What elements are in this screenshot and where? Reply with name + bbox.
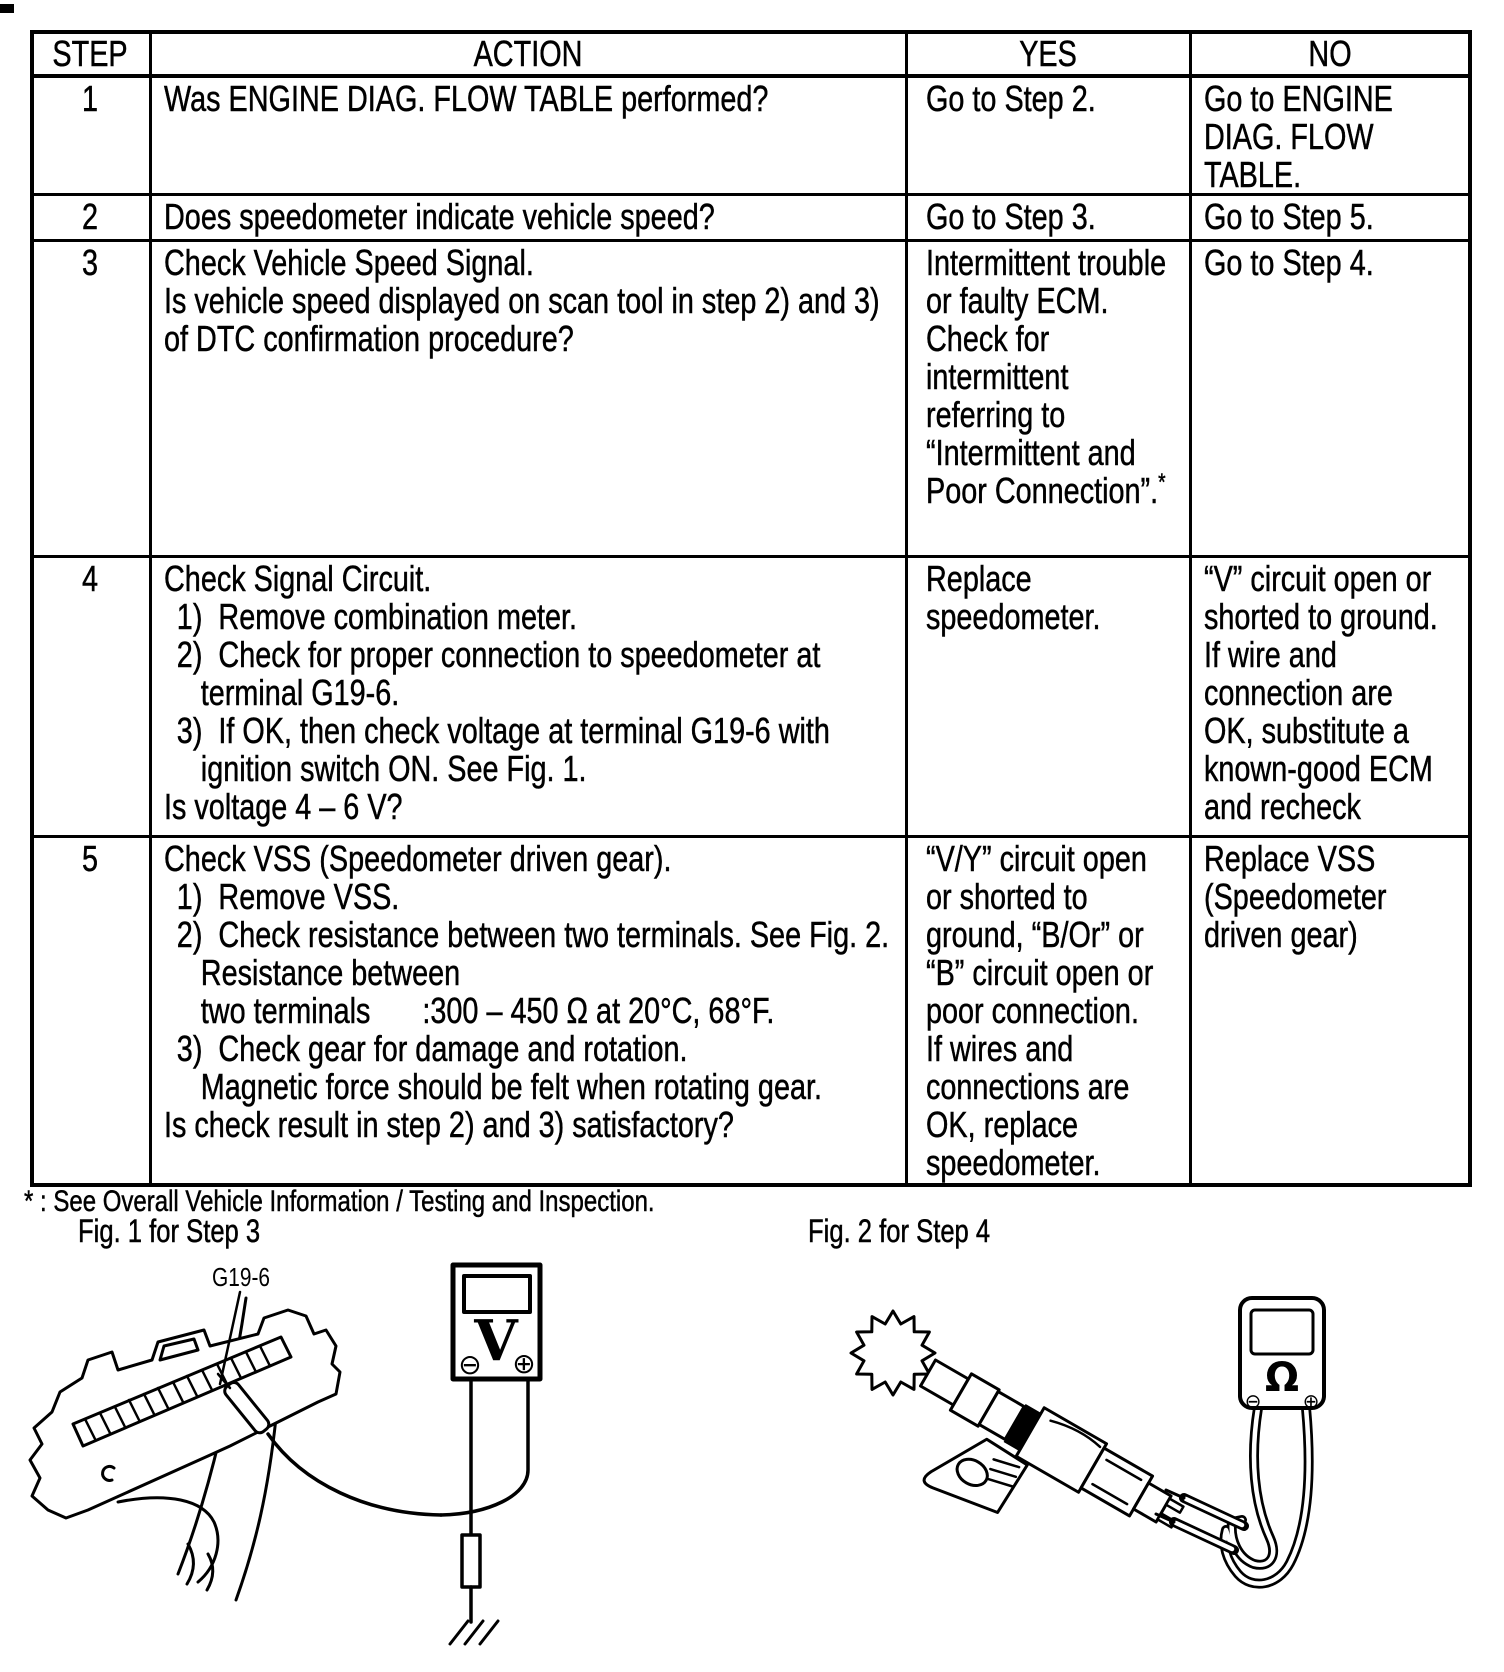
- ohmmeter-plus-icon: ⊕: [1302, 1389, 1320, 1413]
- no-line: DIAG. FLOW: [1204, 116, 1374, 157]
- column-header-action: [152, 34, 908, 78]
- spec-value: :300 – 450 Ω at 20°C, 68°F.: [422, 990, 775, 1031]
- table-row-3-action: [152, 242, 908, 558]
- no-line: If wire and: [1204, 634, 1337, 675]
- table-row-2-no: [1192, 196, 1468, 242]
- table-row-2-step: [34, 196, 152, 242]
- table-row-2-action: [152, 196, 908, 242]
- table-row-5-action: [152, 838, 908, 1183]
- ground-symbol: [450, 1621, 498, 1644]
- action-line: 3) Check gear for damage and rotation.: [176, 1028, 688, 1069]
- table-row-5-step: [34, 838, 152, 1183]
- action-line: 2) Check resistance between two terminals. See Fig. 2.: [176, 914, 890, 955]
- yes-line: speedometer.: [926, 1142, 1101, 1183]
- yes-line: or faulty ECM.: [926, 280, 1109, 321]
- column-header-yes: [908, 34, 1192, 78]
- action-line: 1) Remove combination meter.: [176, 596, 577, 637]
- table-row-5-no: [1192, 838, 1468, 1183]
- table-row-2-yes: [908, 196, 1192, 242]
- ohmmeter-minus-icon: ⊖: [1244, 1389, 1262, 1413]
- yes-line: “V/Y” circuit open: [926, 838, 1147, 879]
- table-row-3-no: [1192, 242, 1468, 558]
- yes-line: Replace: [926, 558, 1032, 599]
- probe-wire: [268, 1434, 441, 1515]
- footnote: * : See Overall Vehicle Information / Testing and Inspection.: [24, 1185, 655, 1218]
- table-row-3-step: [34, 242, 152, 558]
- scan-smudge: [0, 4, 14, 13]
- fig1-illustration: [18, 1252, 598, 1657]
- table-row-5-yes: [908, 838, 1192, 1183]
- yes-line: poor connection.: [926, 990, 1139, 1031]
- table-row-1-step: [34, 78, 152, 196]
- connector-terminal-label: G19-6: [212, 1262, 270, 1292]
- table-row-3-yes: [908, 242, 1192, 558]
- header-label: STEP: [52, 34, 128, 74]
- no-line: Go to Step 5.: [1204, 196, 1374, 237]
- yes-line: connections are: [926, 1066, 1130, 1107]
- no-line: (Speedometer: [1204, 876, 1387, 917]
- yes-line: ground, “B/Or” or: [926, 914, 1144, 955]
- header-label: ACTION: [474, 34, 583, 74]
- action-line: Does speedometer indicate vehicle speed?: [164, 196, 715, 237]
- action-line: Check Signal Circuit.: [164, 558, 432, 599]
- column-header-step: [34, 34, 152, 78]
- header-label: YES: [1019, 34, 1078, 74]
- yes-line: intermittent: [926, 356, 1069, 397]
- voltmeter-positive-lead: [441, 1379, 528, 1515]
- table-row-1-no: [1192, 78, 1468, 196]
- yes-line: [926, 469, 1166, 511]
- action-line: Is check result in step 2) and 3) satisfactory?: [164, 1104, 734, 1145]
- yes-line: OK, replace: [926, 1104, 1079, 1145]
- no-line: and recheck: [1204, 786, 1361, 827]
- voltmeter-minus-icon: ⊖: [458, 1348, 482, 1381]
- no-line: shorted to ground.: [1204, 596, 1438, 637]
- table-row-4-step: [34, 558, 152, 838]
- action-line: Is vehicle speed displayed on scan tool in step 2) and 3): [164, 280, 880, 321]
- step-number: 2: [81, 196, 99, 237]
- action-line: 3) If OK, then check voltage at terminal G19-6 with: [176, 710, 830, 751]
- footnote-asterisk: *: [1158, 469, 1166, 496]
- no-line: OK, substitute a: [1204, 710, 1409, 751]
- yes-line: Check for: [926, 318, 1050, 359]
- no-line: “V” circuit open or: [1204, 558, 1432, 599]
- action-line: Check Vehicle Speed Signal.: [164, 242, 534, 283]
- no-line: driven gear): [1204, 914, 1358, 955]
- yes-line: Go to Step 2.: [926, 78, 1096, 119]
- table-row-4-yes: [908, 558, 1192, 838]
- action-line: ignition switch ON. See Fig. 1.: [200, 748, 587, 789]
- column-header-no: [1192, 34, 1468, 78]
- yes-line: referring to: [926, 394, 1066, 435]
- no-line: Go to Step 4.: [1204, 242, 1374, 283]
- no-line: known-good ECM: [1204, 748, 1433, 789]
- table-row-1-action: [152, 78, 908, 196]
- resistor-symbol: [462, 1535, 480, 1587]
- voltmeter-plus-icon: ⊕: [512, 1347, 536, 1380]
- yes-line: Intermittent trouble: [926, 242, 1167, 283]
- step-number: 5: [81, 838, 99, 879]
- ohmmeter-leads: [1225, 1408, 1309, 1584]
- action-line: terminal G19-6.: [200, 672, 400, 713]
- yes-line: “B” circuit open or: [926, 952, 1154, 993]
- fig2-caption: Fig. 2 for Step 4: [808, 1213, 991, 1249]
- header-label: NO: [1308, 34, 1352, 74]
- diagnostic-table: [30, 30, 1472, 1187]
- vss-sensor-body: [879, 1349, 1191, 1602]
- yes-line: speedometer.: [926, 596, 1101, 637]
- yes-line: If wires and: [926, 1028, 1074, 1069]
- action-line: Resistance between: [200, 952, 461, 993]
- action-line: 1) Remove VSS.: [176, 876, 400, 917]
- action-line: Magnetic force should be felt when rotating gear.: [200, 1066, 822, 1107]
- action-line: of DTC confirmation procedure?: [164, 318, 574, 359]
- step-number: 1: [81, 78, 99, 119]
- no-line: Replace VSS: [1204, 838, 1376, 879]
- action-line: Was ENGINE DIAG. FLOW TABLE performed?: [164, 78, 769, 119]
- table-row-4-action: [152, 558, 908, 838]
- action-line: Check VSS (Speedometer driven gear).: [164, 838, 672, 879]
- fig2-illustration: [818, 1258, 1378, 1660]
- no-line: connection are: [1204, 672, 1393, 713]
- fig1-caption: Fig. 1 for Step 3: [78, 1213, 261, 1249]
- ohmmeter-symbol: Ω: [1264, 1355, 1300, 1401]
- action-line: [164, 990, 775, 1031]
- yes-line: Go to Step 3.: [926, 196, 1096, 237]
- step-number: 4: [81, 558, 99, 599]
- no-line: TABLE.: [1204, 154, 1302, 195]
- no-line: Go to ENGINE: [1204, 78, 1393, 119]
- step-number: 3: [81, 242, 99, 283]
- voltmeter-symbol: V: [474, 1308, 518, 1374]
- yes-line: or shorted to: [926, 876, 1088, 917]
- action-line: 2) Check for proper connection to speedometer at: [176, 634, 821, 675]
- spec-label: two terminals: [200, 990, 371, 1031]
- yes-line-text: Poor Connection”.: [926, 470, 1159, 511]
- table-row-1-yes: [908, 78, 1192, 196]
- yes-line: “Intermittent and: [926, 432, 1136, 473]
- table-row-4-no: [1192, 558, 1468, 838]
- action-line: Is voltage 4 – 6 V?: [164, 786, 403, 827]
